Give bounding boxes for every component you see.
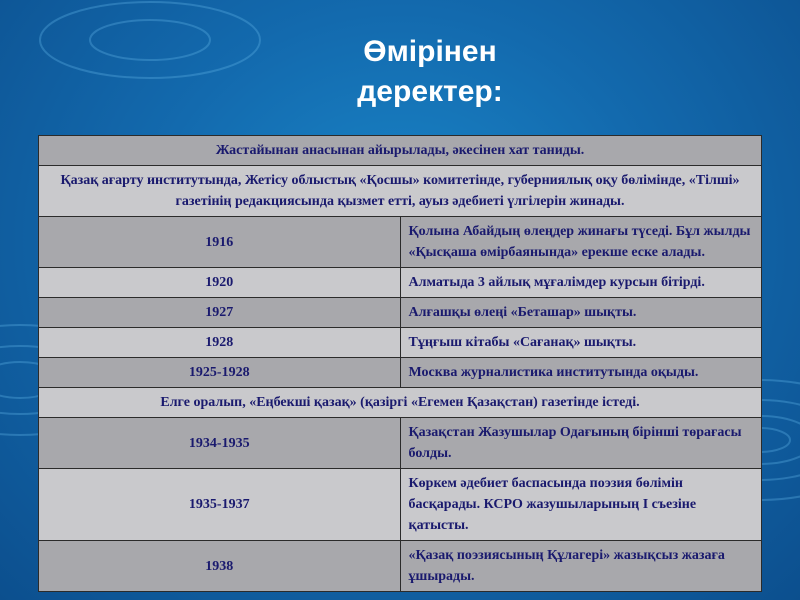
event-cell: «Қазақ поэзиясының Құлагері» жазықсыз жазаға ұшырады. [400,541,762,592]
table-row [39,136,762,166]
full-width-cell: Қазақ ағарту институтында, Жетісу облыстық «Қосшы» комитетінде, губерниялық оқу бөлімінде, «Тілші» газетінің редакциясында қызмет етті, ауыз әдебиеті үлгілерін жинады. [39,166,762,217]
year-cell: 1925-1928 [39,358,401,388]
table-row [39,217,762,268]
year-cell: 1928 [39,328,401,358]
page-title [0,32,800,112]
event-cell: Алматыда 3 айлық мұғалімдер курсын бітірді. [400,268,762,298]
year-cell: 1934-1935 [39,418,401,469]
event-cell: Көркем әдебиет баспасында поэзия бөлімін басқарады. КСРО жазушыларының I съезіне қатысты. [400,469,762,541]
table-row [39,469,762,541]
table-row [39,268,762,298]
table-row [39,418,762,469]
table-row [39,166,762,217]
full-width-cell: Жастайынан анасынан айырылады, әкесінен хат таниды. [39,136,762,166]
event-cell: Қолына Абайдың өлеңдер жинағы түседі. Бұл жылды «Қысқаша өмірбаянында» ерекше еске алады. [400,217,762,268]
event-cell: Москва журналистика институтында оқыды. [400,358,762,388]
full-width-cell: Елге оралып, «Еңбекші қазақ» (қазіргі «Егемен Қазақстан) газетінде істеді. [39,388,762,418]
title-line-2: деректер: [357,75,503,108]
table-row [39,541,762,592]
title-line-1: Өмірінен [363,35,497,68]
event-cell: Қазақстан Жазушылар Одағының бірінші төрағасы болды. [400,418,762,469]
table-row [39,388,762,418]
table-row [39,298,762,328]
table-row [39,358,762,388]
year-cell: 1938 [39,541,401,592]
biography-table [38,135,762,592]
year-cell: 1916 [39,217,401,268]
year-cell: 1935-1937 [39,469,401,541]
table-row [39,328,762,358]
event-cell: Алғашқы өлеңі «Беташар» шықты. [400,298,762,328]
year-cell: 1920 [39,268,401,298]
event-cell: Тұңғыш кітабы «Сағанақ» шықты. [400,328,762,358]
year-cell: 1927 [39,298,401,328]
